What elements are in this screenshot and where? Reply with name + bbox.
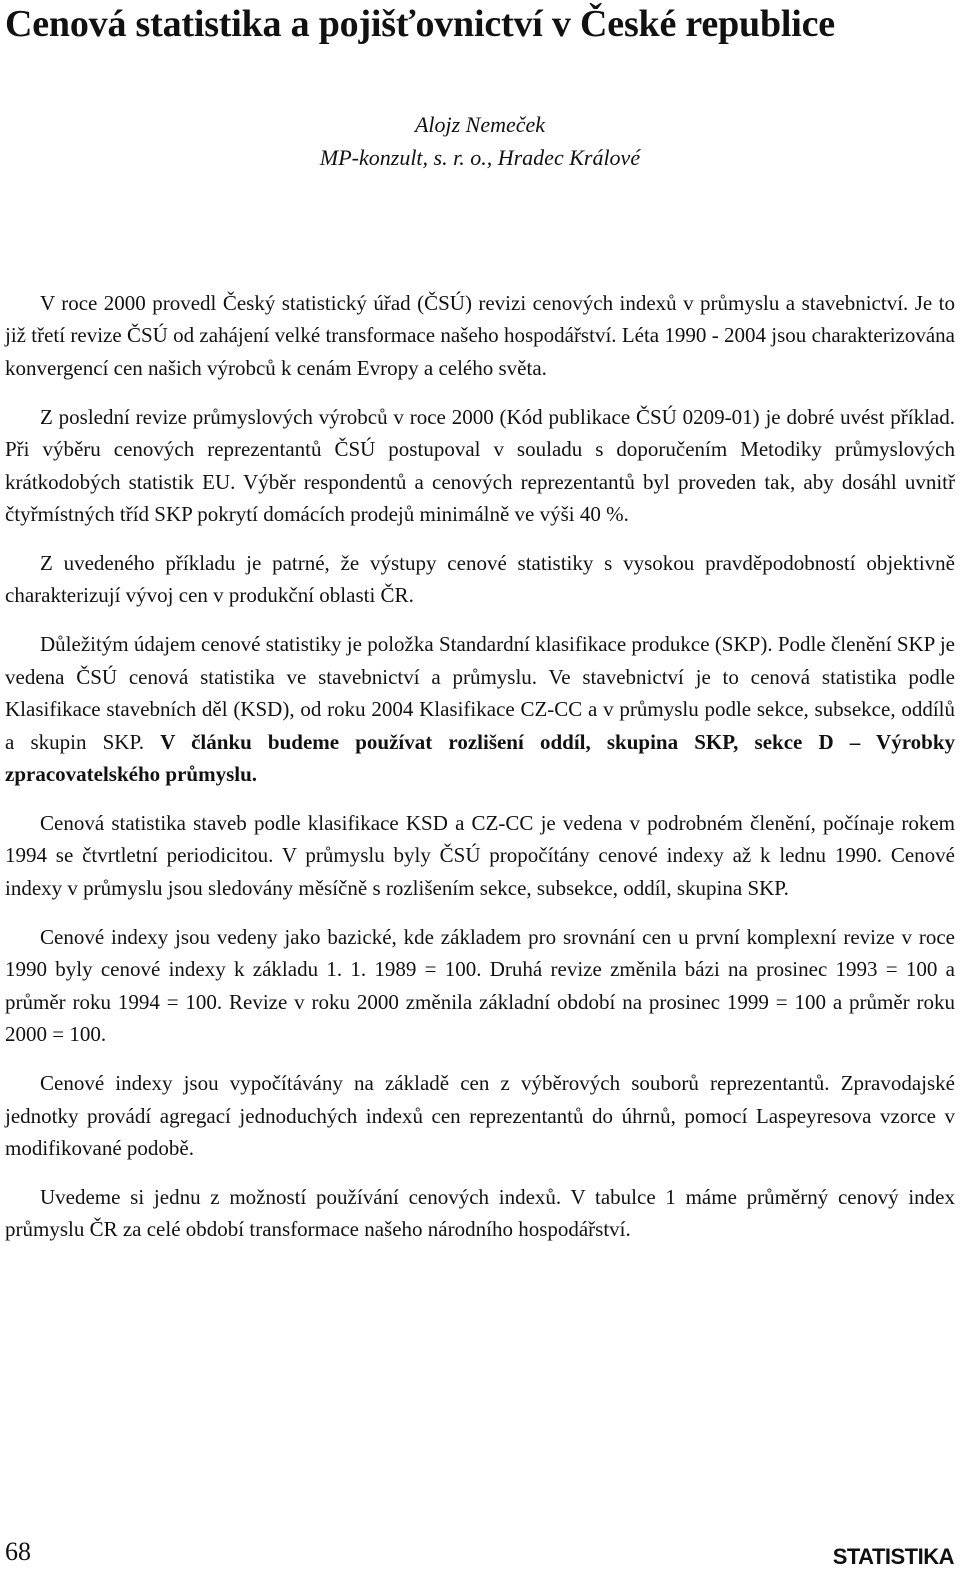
author-name: Alojz Nemeček — [414, 112, 546, 137]
paragraph: V roce 2000 provedl Český statistický úřad (ČSÚ) revizi cenových indexů v průmyslu a stavebnictví. Je to již třetí revize ČSÚ od zahájení velké transformace našeho hospodářství. Léta 1990 - 2004 jsou charakterizována konvergencí cen našich výrobců k cenám Evropy a celého světa. — [5, 291, 955, 380]
paragraph: Cenové indexy jsou vedeny jako bazické, kde základem pro srovnání cen u první komplexní revize v roce 1990 byly cenové indexy k základu 1. 1. 1989 = 100. Druhá revize změnila bázi na prosinec 1993 = 100 a průměr roku 1994 = 100. Revize v roku 2000 změnila základní období na prosinec 1999 = 100 a průměr roku 2000 = 100. — [5, 924, 955, 1047]
article-title: Cenová statistika a pojišťovnictví v České republice — [5, 3, 835, 45]
paragraph: Z uvedeného příkladu je patrné, že výstupy cenové statistiky s vysokou pravděpodobností objektivně charakterizují vývoj cen v produkční oblasti ČR. — [5, 551, 955, 608]
page-number: 68 — [5, 1537, 31, 1566]
paragraph: Uvedeme si jednu z možností používání cenových indexů. V tabulce 1 máme průměrný cenový index průmyslu ČR za celé období transformace našeho národního hospodářství. — [5, 1184, 955, 1242]
paragraph: Cenová statistika staveb podle klasifikace KSD a CZ-CC je vedena v podrobném členění, počínaje rokem 1994 se čtvrtletní periodicitou. V průmyslu byly ČSÚ propočítány cenové indexy až k lednu 1990. Cenové indexy v průmyslu jsou sledovány měsíčně s rozlišením sekce, subsekce, oddíl, skupina SKP. — [5, 811, 955, 900]
paragraph: Cenové indexy jsou vypočítávány na základě cen z výběrových souborů reprezentantů. Zpravodajské jednotky provádí agregací jednoduchých indexů cen reprezentantů do úhrnů, pomocí Laspeyresova vzorce v modifikované podobě. — [5, 1071, 955, 1160]
paragraph: Z poslední revize průmyslových výrobců v roce 2000 (Kód publikace ČSÚ 0209-01) je dobré uvést příklad. Při výběru cenových reprezentantů ČSÚ postupoval v souladu s doporučením Metodiky průmyslových krátkodobých statistik EU. Výběr respondentů a cenových reprezentantů byl proveden tak, aby dosáhl uvnitř čtyřmístných tříd SKP pokrytí domácích prodejů minimálně ve výši 40 %. — [5, 404, 955, 527]
paragraph-text: Důležitým údajem cenové statistiky je položka Standardní klasifikace produkce (SKP). Podle členění SKP je vedena ČSÚ cenová statistika ve stavebnictví a průmyslu. Ve stavebnictví je to cenová statistika podle Klasifikace stavebních děl (KSD), od roku 2004 Klasifikace CZ-CC a v průmyslu podle sekce, subsekce, oddílů a skupin SKP. — [5, 632, 955, 754]
paragraph — [5, 628, 955, 790]
article-body — [5, 287, 955, 1262]
author-affiliation: MP-konzult, s. r. o., Hradec Králové — [319, 145, 641, 170]
journal-logo: STATISTIKA — [832, 1544, 954, 1569]
bold-statement: V článku budeme používat rozlišení oddíl, skupina SKP, sekce D – Výrobky zpracovatelského průmyslu. — [5, 729, 955, 787]
